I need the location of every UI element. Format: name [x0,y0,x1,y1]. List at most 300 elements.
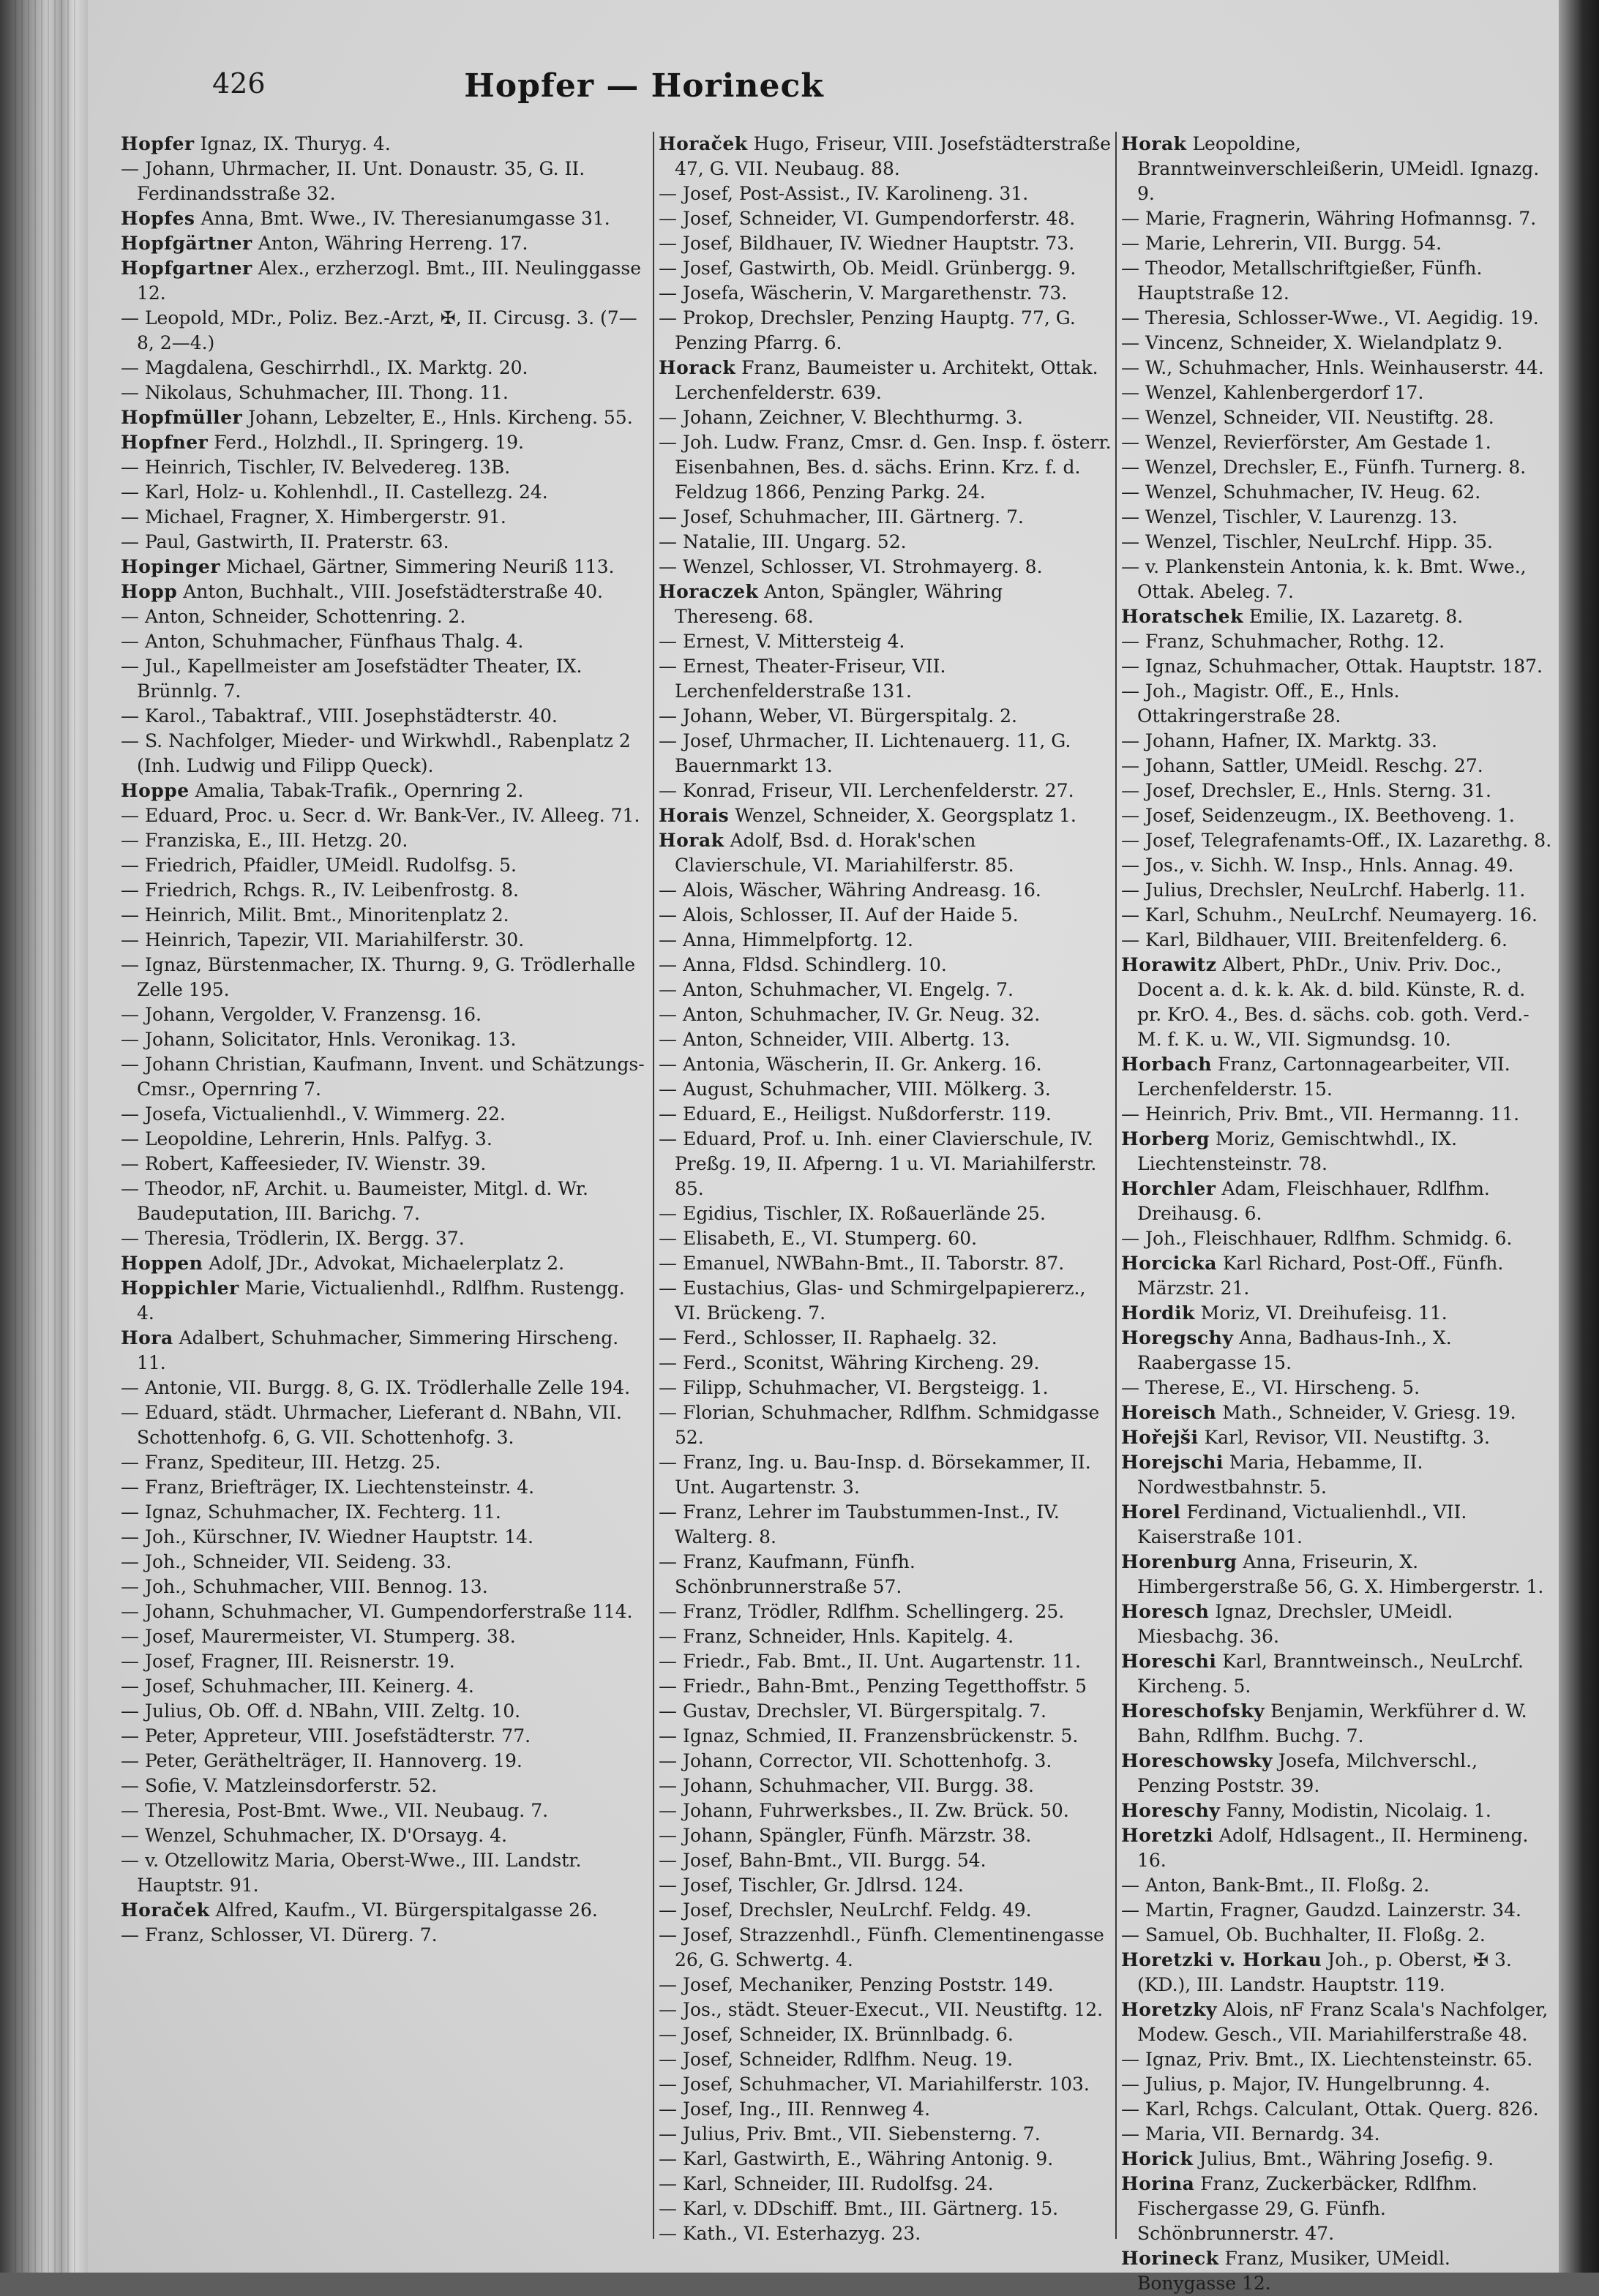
entry-surname: Horesch [1121,1601,1210,1622]
directory-entry [659,1500,1112,1550]
entry-details: — Josef, Bahn-Bmt., VII. Burgg. 54. [659,1850,986,1871]
entry-details: Leopoldine, Branntweinverschleißerin, UMeidl. Ignazg. 9. [1137,133,1540,204]
directory-entry [1121,604,1553,629]
entry-details: — Theresia, Trödlerin, IX. Bergg. 37. [121,1228,465,1249]
entry-details: — Joh., Schneider, VII. Seideng. 33. [121,1551,452,1572]
directory-entry [659,1127,1112,1201]
entry-details: — Egidius, Tischler, IX. Roßauerlände 25. [659,1203,1046,1224]
directory-entry [121,579,648,604]
entry-details: — Joh. Ludw. Franz, Cmsr. d. Gen. Insp. f. österr. Eisenbahnen, Bes. d. sächs. Erinn. Krz. f. d. Feldzug 1866, Penzing Parkg. 24. [659,432,1112,503]
directory-entry [659,654,1112,704]
entry-surname: Hoppe [121,780,190,801]
directory-entry [1121,231,1553,256]
directory-entry [659,1376,1112,1400]
running-title: Hopfer — Horineck [464,67,824,105]
entry-details: — Josefa, Wäscherin, V. Margarethenstr. 73. [659,282,1068,304]
directory-entry [121,953,648,1002]
directory-entry [121,306,648,356]
directory-entry [659,2196,1112,2221]
directory-entry [659,1774,1112,1798]
entry-details: — Johann, Weber, VI. Bürgerspitalg. 2. [659,705,1017,727]
entry-surname: Horina [1121,2173,1195,2194]
entry-details: — Johann, Fuhrwerksbes., II. Zw. Brück. 50. [659,1800,1069,1821]
entry-details: — Josef, Drechsler, E., Hnls. Sterng. 31. [1121,780,1491,801]
entry-details: — Anton, Bank-Bmt., II. Floßg. 2. [1121,1875,1430,1896]
directory-entry [659,555,1112,579]
directory-entry [1121,654,1553,679]
directory-entry [1121,206,1553,231]
directory-entry [659,206,1112,231]
entry-details: — Jos., städt. Steuer-Execut., VII. Neustiftg. 12. [659,1999,1104,2020]
entry-details: — Heinrich, Priv. Bmt., VII. Hermanng. 11. [1121,1103,1520,1125]
entry-details: Maria, Hebamme, II. Nordwestbahnstr. 5. [1137,1452,1423,1498]
entry-surname: Horeschofsky [1121,1700,1265,1722]
directory-entry [659,1674,1112,1699]
directory-entry [659,306,1112,356]
column-1 [121,132,648,2254]
directory-entry [1121,1326,1553,1376]
directory-entry [121,1251,648,1276]
directory-entry [121,1798,648,1823]
directory-entry [659,1873,1112,1898]
entry-details: — Wenzel, Schuhmacher, IX. D'Orsayg. 4. [121,1825,507,1846]
directory-entry [121,1525,648,1550]
entry-surname: Horaček [121,1899,210,1921]
entry-details: — Peter, Appreteur, VIII. Josefstädterstr. 77. [121,1725,531,1747]
entry-details: — Josef, Fragner, III. Reisnerstr. 19. [121,1651,455,1672]
directory-entry [121,530,648,555]
entry-details: — Franz, Ing. u. Bau-Insp. d. Börsekammer, II. Unt. Augartenstr. 3. [659,1452,1091,1498]
directory-entry [659,1226,1112,1251]
directory-entry [1121,2047,1553,2072]
directory-entry [1121,2072,1553,2097]
directory-entry [121,256,648,306]
entry-details: — Theresia, Post-Bmt. Wwe., VII. Neubaug. 7. [121,1800,549,1821]
entry-details: — Julius, Ob. Off. d. NBahn, VIII. Zeltg. 10. [121,1700,521,1722]
entry-details: — Johann Christian, Kaufmann, Invent. und Schätzungs-Cmsr., Opernring 7. [121,1054,645,1100]
entry-details: — Eduard, Proc. u. Secr. d. Wr. Bank-Ver., IV. Alleeg. 71. [121,805,640,826]
directory-entry [121,1450,648,1475]
directory-entry [659,1326,1112,1351]
entry-details: — Ignaz, Schuhmacher, Ottak. Hauptstr. 187. [1121,656,1543,677]
entry-surname: Hordik [1121,1302,1195,1324]
directory-entry [659,1550,1112,1599]
directory-entry [1121,1798,1553,1823]
entry-details: — Josef, Strazzenhdl., Fünfh. Clementinengasse 26, G. Schwertg. 4. [659,1924,1104,1970]
directory-entry [121,1376,648,1400]
directory-entry [121,1599,648,1624]
directory-entry [659,1973,1112,1997]
entry-details: — Wenzel, Kahlenbergerdorf 17. [1121,382,1424,403]
entry-surname: Hopfer [121,133,195,154]
directory-entry [659,1798,1112,1823]
entry-surname: Horberg [1121,1128,1210,1149]
entry-surname: Horchler [1121,1178,1216,1199]
directory-entry [659,2047,1112,2072]
entry-surname: Horaček [659,133,748,154]
entry-details: Johann, Lebzelter, E., Hnls. Kircheng. 55. [242,407,633,428]
entry-details: — Josefa, Victualienhdl., V. Wimmerg. 22. [121,1103,506,1125]
entry-details: — Joh., Fleischhauer, Rdlfhm. Schmidg. 6. [1121,1228,1513,1249]
entry-details: Karl, Branntweinsch., NeuLrchf. Kircheng. 5. [1137,1651,1524,1697]
entry-details: Franz, Musiker, UMeidl. Bonygasse 12. [1137,2248,1450,2294]
entry-details: — Josef, Schuhmacher, III. Keinerg. 4. [121,1676,474,1697]
directory-entry [659,2147,1112,2172]
entry-details: — Anton, Schneider, Schottenring. 2. [121,606,466,627]
entry-details: — Franz, Lehrer im Taubstummen-Inst., IV. Walterg. 8. [659,1501,1060,1547]
directory-entry [121,1500,648,1525]
directory-entry [121,853,648,878]
directory-entry [121,157,648,206]
entry-details: — Josef, Telegrafenamts-Off., IX. Lazarethg. 8. [1121,830,1552,851]
entry-details: — Prokop, Drechsler, Penzing Hauptg. 77, G. Penzing Pfarrg. 6. [659,307,1076,353]
entry-surname: Hopfgärtner [121,233,252,254]
directory-entry [1121,1251,1553,1301]
entry-details: Wenzel, Schneider, X. Georgsplatz 1. [729,805,1076,826]
directory-entry [1121,356,1553,380]
entry-details: — Josef, Ing., III. Rennweg 4. [659,2098,931,2120]
directory-entry [1121,779,1553,803]
entry-details: Anton, Währing Herreng. 17. [252,233,528,254]
directory-entry [659,2022,1112,2047]
entry-details: Alex., erzherzogl. Bmt., III. Neulinggasse 12. [137,258,642,304]
entry-details: Josefa, Milchverschl., Penzing Poststr. 39. [1137,1750,1478,1796]
directory-entry [121,779,648,803]
directory-entry [121,430,648,455]
directory-entry [121,1699,648,1724]
entry-details: — Franz, Trödler, Rdlfhm. Schellingerg. 25. [659,1601,1065,1622]
directory-entry [121,1326,648,1376]
entry-details: — Robert, Kaffeesieder, IV. Wienstr. 39. [121,1153,487,1174]
entry-surname: Horeschowsky [1121,1750,1273,1771]
directory-entry [1121,953,1553,1052]
directory-entry [659,1898,1112,1923]
directory-entry [659,1077,1112,1102]
entry-details: — Antonie, VII. Burgg. 8, G. IX. Trödlerhalle Zelle 194. [121,1377,631,1398]
entry-surname: Horel [1121,1501,1181,1523]
directory-entry [121,1276,648,1326]
directory-entry [659,2072,1112,2097]
directory-entry [1121,306,1553,331]
directory-entry [659,1649,1112,1674]
directory-entry [659,356,1112,405]
entry-details: Emilie, IX. Lazaretg. 8. [1243,606,1464,627]
directory-entry [1121,928,1553,953]
directory-entry [121,132,648,157]
directory-entry [659,1624,1112,1649]
entry-details: Anton, Buchhalt., VIII. Josefstädterstraße 40. [177,581,603,602]
directory-entry [121,604,648,629]
directory-entry [1121,1997,1553,2047]
entry-details: — Theodor, Metallschriftgießer, Fünfh. Hauptstraße 12. [1121,258,1483,304]
entry-details: — Josef, Tischler, Gr. Jdlrsd. 124. [659,1875,964,1896]
entry-details: — Wenzel, Drechsler, E., Fünfh. Turnerg. 8. [1121,457,1527,478]
entry-details: — Friedrich, Rchgs. R., IV. Leibenfrostg. 8. [121,879,519,901]
entry-details: Karl, Revisor, VII. Neustiftg. 3. [1198,1427,1490,1448]
entry-details: — Ernest, Theater-Friseur, VII. Lerchenfelderstraße 131. [659,656,946,702]
entry-details: — Ferd., Schlosser, II. Raphaelg. 32. [659,1327,997,1348]
directory-entry [1121,455,1553,480]
entry-details: — Anton, Schuhmacher, IV. Gr. Neug. 32. [659,1004,1041,1025]
entry-details: Ignaz, Drechsler, UMeidl. Miesbachg. 36. [1137,1601,1453,1647]
entry-details: — Maria, VII. Bernardg. 34. [1121,2123,1380,2145]
entry-surname: Horeschi [1121,1651,1217,1672]
entry-details: — Sofie, V. Matzleinsdorferstr. 52. [121,1775,438,1796]
directory-entry [659,1997,1112,2022]
entry-surname: Horack [659,357,736,378]
entry-details: — Josef, Schuhmacher, III. Gärtnerg. 7. [659,506,1024,528]
directory-entry [1121,853,1553,878]
directory-entry [659,1724,1112,1749]
entry-surname: Horatschek [1121,606,1243,627]
entry-surname: Hoppichler [121,1278,239,1299]
directory-entry [1121,1425,1553,1450]
entry-surname: Hořejši [1121,1427,1199,1448]
entry-details: Franz, Cartonnagearbeiter, VII. Lerchenfelderstr. 15. [1137,1054,1510,1100]
entry-details: Michael, Gärtner, Simmering Neuriß 113. [220,556,615,577]
entry-details: — Josef, Schneider, VI. Gumpendorferstr. 48. [659,208,1076,229]
entry-details: — Johann, Vergolder, V. Franzensg. 16. [121,1004,482,1025]
directory-entry [121,1898,648,1923]
directory-entry [121,928,648,953]
directory-entry [1121,1948,1553,1997]
entry-details: Marie, Victualienhdl., Rdlfhm. Rustengg. 4. [137,1278,625,1324]
entry-details: — Konrad, Friseur, VII. Lerchenfelderstr. 27. [659,780,1074,801]
directory-entry [659,281,1112,306]
entry-surname: Horais [659,805,730,826]
directory-entry [121,1027,648,1052]
entry-details: Alfred, Kaufm., VI. Bürgerspitalgasse 26. [209,1899,598,1921]
directory-entry [121,231,648,256]
entry-details: — August, Schuhmacher, VIII. Mölkerg. 3. [659,1078,1051,1100]
directory-entry [1121,803,1553,828]
entry-details: — Vincenz, Schneider, X. Wielandplatz 9. [1121,332,1503,353]
directory-entry [121,654,648,704]
entry-details: Franz, Baumeister u. Architekt, Ottak. Lerchenfelderstr. 639. [675,357,1098,403]
entry-details: — Anton, Schuhmacher, Fünfhaus Thalg. 4. [121,631,524,652]
directory-entry [121,1848,648,1898]
entry-details: — Ernest, V. Mittersteig 4. [659,631,905,652]
entry-details: — Karl, v. DDschiff. Bmt., III. Gärtnerg. 15. [659,2198,1059,2219]
entry-details: Moriz, VI. Dreihufeisg. 11. [1194,1302,1448,1324]
directory-entry [1121,1749,1553,1798]
directory-entry [121,1575,648,1599]
entry-details: — Marie, Lehrerin, VII. Burgg. 54. [1121,233,1442,254]
entry-details: — Julius, Priv. Bmt., VII. Siebensterng. 7. [659,2123,1041,2145]
entry-details: — Karl, Bildhauer, VIII. Breitenfelderg. 6. [1121,929,1508,950]
directory-entry [1121,1301,1553,1326]
entry-details: — Karl, Schuhm., NeuLrchf. Neumayerg. 16. [1121,904,1538,926]
directory-entry [1121,530,1553,555]
page-number: 426 [212,67,266,100]
entry-surname: Horeisch [1121,1402,1217,1423]
entry-details: — Peter, Geräthelträger, II. Hannoverg. 19. [121,1750,523,1771]
entry-details: — Josef, Seidenzeugm., IX. Beethoveng. 1. [1121,805,1515,826]
directory-entry [659,1351,1112,1376]
entry-surname: Horineck [1121,2248,1219,2269]
directory-entry [121,903,648,928]
entry-details: Anna, Friseurin, X. Himbergerstraße 56, G. X. Himbergerstr. 1. [1137,1551,1544,1597]
directory-entry [659,1599,1112,1624]
entry-details: — Alois, Schlosser, II. Auf der Haide 5. [659,904,1019,926]
directory-entry [1121,629,1553,654]
directory-entry [1121,729,1553,754]
entry-details: Albert, PhDr., Univ. Priv. Doc., Docent a. d. k. k. Ak. d. bild. Künste, R. d. pr. KrO. 4., Bes. d. sächs. cob. goth. Verd.-M. f. K. u. W., VII. Sigmundsg. 10. [1137,954,1529,1050]
directory-entry [121,729,648,779]
entry-details: — Johann, Schuhmacher, VI. Gumpendorferstraße 114. [121,1601,633,1622]
directory-entry [659,1823,1112,1848]
entry-details: — Anton, Schneider, VIII. Albertg. 13. [659,1029,1011,1050]
entry-details: — Josef, Mechaniker, Penzing Poststr. 149. [659,1974,1054,1995]
entry-details: Adolf, Hdlsagent., II. Hermineng. 16. [1137,1825,1529,1871]
entry-details: Karl Richard, Post-Off., Fünfh. Märzstr. 21. [1137,1253,1504,1299]
entry-surname: Horetzki v. Horkau [1121,1949,1322,1970]
column-2 [659,132,1112,2254]
entry-surname: Horaczek [659,581,759,602]
directory-entry [659,132,1112,181]
entry-details: — Friedrich, Pfaidler, UMeidl. Rudolfsg. 5. [121,855,517,876]
entry-surname: Horetzky [1121,1999,1217,2020]
entry-details: — Paul, Gastwirth, II. Praterstr. 63. [121,531,449,552]
entry-details: — Ferd., Sconitst, Währing Kircheng. 29. [659,1352,1040,1373]
entry-details: — Wenzel, Schlosser, VI. Strohmayerg. 8. [659,556,1043,577]
entry-details: — Karl, Schneider, III. Rudolfsg. 24. [659,2173,994,2194]
page-header [88,67,1559,126]
entry-details: — Wenzel, Revierförster, Am Gestade 1. [1121,432,1491,453]
entry-details: — Florian, Schuhmacher, Rdlfhm. Schmidgasse 52. [659,1402,1100,1448]
directory-entry [659,430,1112,505]
directory-entry [659,1848,1112,1873]
entry-details: — Karl, Holz- u. Kohlenhdl., II. Castellezg. 24. [121,481,548,503]
directory-entry [121,1749,648,1774]
directory-entry [121,1550,648,1575]
directory-entry [121,1152,648,1177]
entry-details: — Josef, Schneider, IX. Brünnlbadg. 6. [659,2024,1014,2045]
entry-details: — Ignaz, Priv. Bmt., IX. Liechtensteinstr. 65. [1121,2049,1533,2070]
entry-details: — Kath., VI. Esterhazyg. 23. [659,2223,921,2244]
entry-details: — Joh., Schuhmacher, VIII. Bennog. 13. [121,1576,488,1597]
entry-details: — v. Plankenstein Antonia, k. k. Bmt. Wwe., Ottak. Abeleg. 7. [1121,556,1527,602]
entry-details: — Michael, Fragner, X. Himbergerstr. 91. [121,506,506,528]
directory-entry [1121,2097,1553,2122]
entry-surname: Hopfner [121,432,209,453]
directory-entry [1121,256,1553,306]
directory-entry [659,1027,1112,1052]
directory-entry [1121,1450,1553,1500]
book-page-edges [0,0,88,2273]
entry-details: — W., Schuhmacher, Hnls. Weinhauserstr. 44. [1121,357,1544,378]
entry-details: — Therese, E., VI. Hirscheng. 5. [1121,1377,1420,1398]
entry-details: — Joh., Kürschner, IV. Wiedner Hauptstr. 14. [121,1526,533,1547]
entry-details: Anna, Bmt. Wwe., IV. Theresianumgasse 31. [195,208,610,229]
entry-surname: Horcicka [1121,1253,1217,1274]
entry-details: — Wenzel, Schneider, VII. Neustiftg. 28. [1121,407,1494,428]
entry-details: — Martin, Fragner, Gaudzd. Lainzerstr. 34. [1121,1899,1521,1921]
entry-details: — Josef, Gastwirth, Ob. Meidl. Grünbergg. 9. [659,258,1076,279]
directory-entry [659,629,1112,654]
entry-details: — Johann, Schuhmacher, VII. Burgg. 38. [659,1775,1034,1796]
entry-details: — Johann, Zeichner, V. Blechthurmg. 3. [659,407,1023,428]
directory-entry [659,1749,1112,1774]
entry-details: — Julius, p. Major, IV. Hungelbrunng. 4. [1121,2074,1491,2095]
directory-entry [1121,331,1553,356]
directory-entry [659,903,1112,928]
directory-entry [659,1201,1112,1226]
entry-surname: Hopp [121,581,178,602]
entry-details: Hugo, Friseur, VIII. Josefstädterstraße 47, G. VII. Neubaug. 88. [675,133,1111,179]
directory-entry [121,455,648,480]
entry-surname: Hopfmüller [121,407,243,428]
entry-details: — Heinrich, Milit. Bmt., Minoritenplatz 2. [121,904,509,926]
directory-entry [659,803,1112,828]
entry-details: — S. Nachfolger, Mieder- und Wirkwhdl., Rabenplatz 2 (Inh. Ludwig und Filipp Queck). [121,730,631,776]
directory-entry [659,1923,1112,1973]
directory-entry [659,405,1112,430]
entry-details: Alois, nF Franz Scala's Nachfolger, Modew. Gesch., VII. Mariahilferstraße 48. [1137,1999,1549,2045]
entry-details: — Josef, Schneider, Rdlfhm. Neug. 19. [659,2049,1014,2070]
directory-entry [1121,1923,1553,1948]
entry-details: — Eduard, Prof. u. Inh. einer Clavierschule, IV. Preßg. 19, II. Afperng. 1 u. VI. Mariahilferstr. 85. [659,1128,1097,1199]
entry-details: Franz, Zuckerbäcker, Rdlfhm. Fischergasse 29, G. Fünfh. Schönbrunnerstr. 47. [1137,2173,1478,2244]
directory-entry [659,505,1112,530]
directory-entry [659,978,1112,1002]
entry-details: — Theodor, nF, Archit. u. Baumeister, Mitgl. d. Wr. Baudeputation, III. Barichg. 7. [121,1178,589,1224]
entry-details: — Ignaz, Schmied, II. Franzensbrückenstr. 5. [659,1725,1079,1747]
directory-entry [659,779,1112,803]
directory-entry [659,579,1112,629]
directory-entry [659,2221,1112,2246]
entry-details: Math., Schneider, V. Griesg. 19. [1216,1402,1516,1423]
directory-entry [121,1774,648,1798]
directory-entry [121,1052,648,1102]
directory-entry [659,1052,1112,1077]
directory-entry [121,380,648,405]
entry-surname: Horeschy [1121,1800,1221,1821]
directory-entry [659,729,1112,779]
entry-details: — Natalie, III. Ungarg. 52. [659,531,907,552]
entry-details: — Wenzel, Schuhmacher, IV. Heug. 62. [1121,481,1481,503]
entry-details: — Ignaz, Bürstenmacher, IX. Thurng. 9, G. Trödlerhalle Zelle 195. [121,954,636,1000]
binding-shadow [1559,0,1599,2273]
entry-surname: Horak [1121,133,1187,154]
entry-details: — Friedr., Bahn-Bmt., Penzing Tegetthoffstr. 5 [659,1676,1087,1697]
entry-details: — Anton, Schuhmacher, VI. Engelg. 7. [659,979,1014,1000]
entry-details: — Karl, Rchgs. Calculant, Ottak. Querg. 826. [1121,2098,1539,2120]
directory-entry [1121,1226,1553,1251]
directory-entry [659,530,1112,555]
entry-details: — Marie, Fragnerin, Währing Hofmannsg. 7. [1121,208,1537,229]
entry-details: — Johann, Spängler, Fünfh. Märzstr. 38. [659,1825,1032,1846]
directory-entry [121,1624,648,1649]
entry-surname: Hora [121,1327,173,1348]
entry-details: — Samuel, Ob. Buchhalter, II. Floßg. 2. [1121,1924,1486,1946]
entry-details: Anton, Spängler, Währing Thereseng. 68. [675,581,1003,627]
entry-surname: Horetzki [1121,1825,1213,1846]
entry-details: — Josef, Post-Assist., IV. Karolineng. 31. [659,183,1029,204]
entry-surname: Horawitz [1121,954,1217,975]
directory-entry [1121,1500,1553,1550]
directory-entry [121,704,648,729]
directory-entry [659,928,1112,953]
entry-details: — Eduard, städt. Uhrmacher, Lieferant d. NBahn, VII. Schottenhofg. 6, G. VII. Schottenhofg. 3. [121,1402,622,1448]
directory-entry [121,1226,648,1251]
directory-entry [121,1823,648,1848]
entry-details: — Jul., Kapellmeister am Josefstädter Theater, IX. Brünnlg. 7. [121,656,583,702]
entry-details: Anna, Badhaus-Inh., X. Raabergasse 15. [1137,1327,1452,1373]
entry-details: — Johann, Sattler, UMeidl. Reschg. 27. [1121,755,1483,776]
directory-entry [1121,480,1553,505]
directory-entry [659,878,1112,903]
